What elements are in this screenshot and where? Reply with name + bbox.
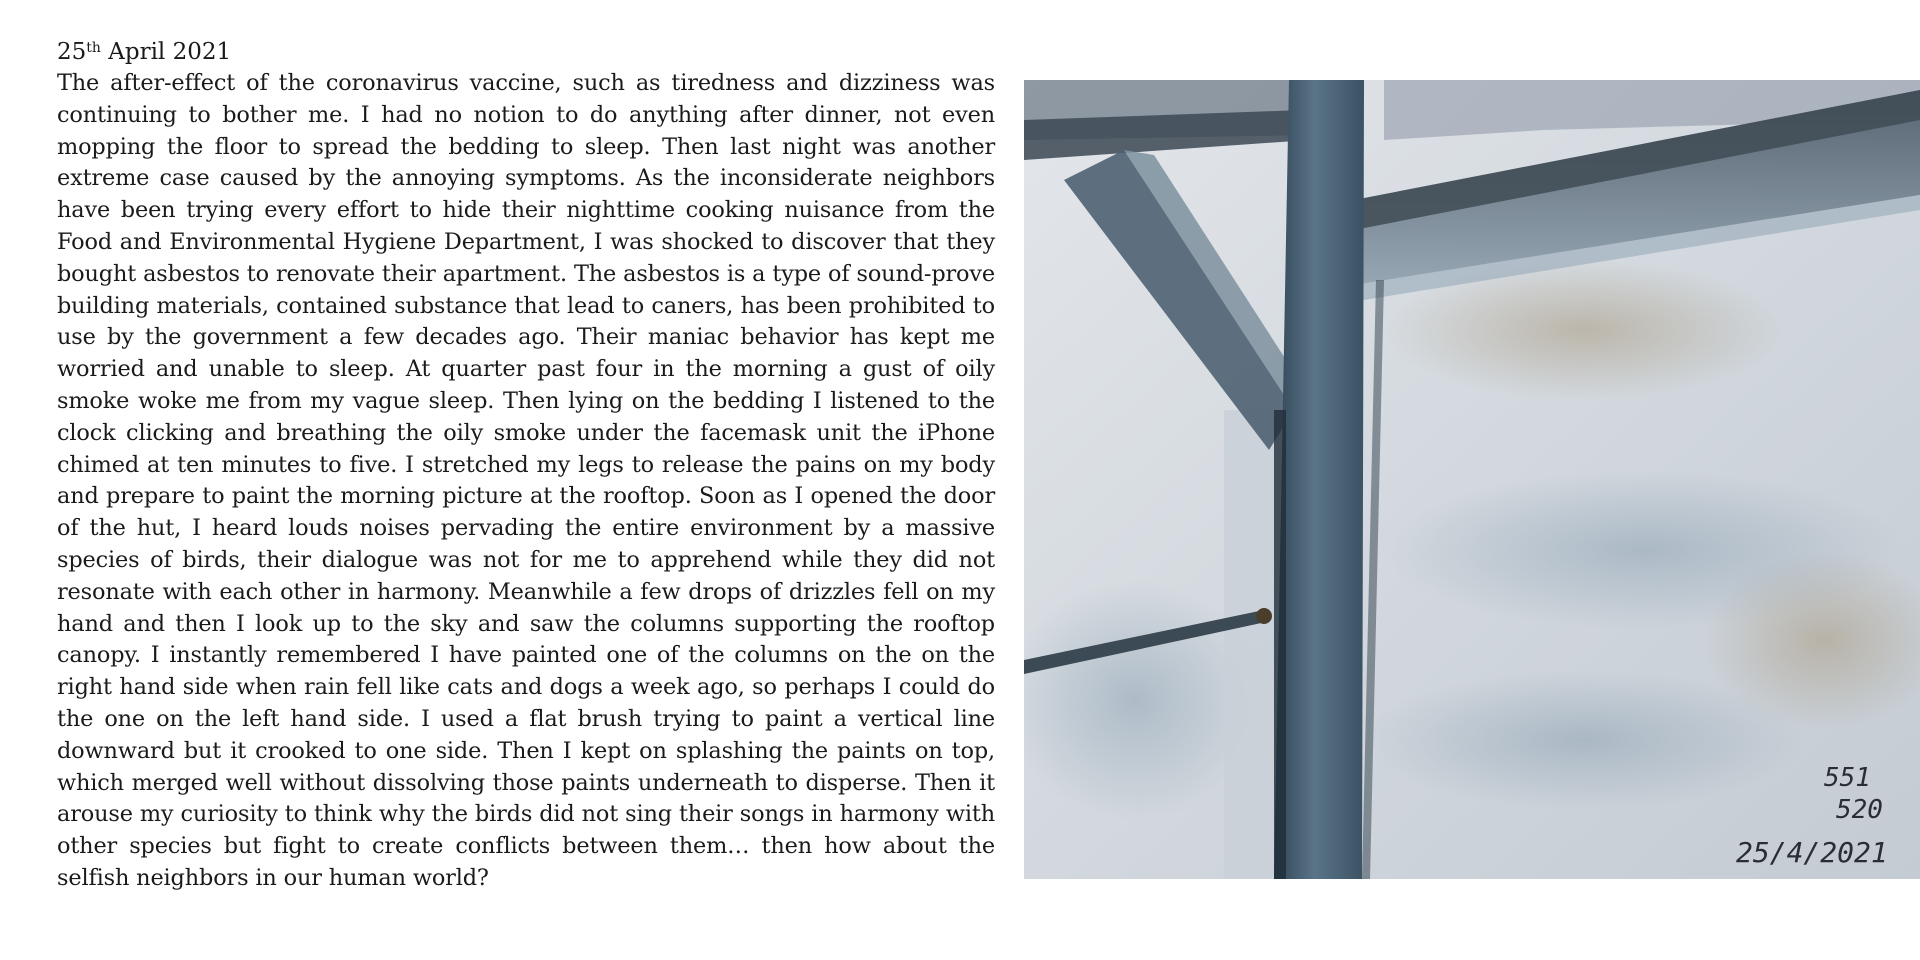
entry-date <box>57 36 995 68</box>
signature-line-1: 551 <box>1824 763 1871 793</box>
blue-blot <box>1364 670 1804 810</box>
date-day: 25 <box>57 39 87 65</box>
blue-blot <box>1384 470 1904 630</box>
signature-date: 25/4/2021 <box>1736 836 1888 869</box>
date-month-year: April 2021 <box>100 39 232 65</box>
column-shadow <box>1274 410 1286 879</box>
entry-body: The after-effect of the coronavirus vaccine, such as tiredness and dizziness was continuing to bother me. I had no notion to do anything after dinner, not even mopping the floor to spread the bedding to sleep. Then last night was another extreme case caused by the annoying symptoms. As the inconsiderate neighbors have been trying every effort to hide their nighttime cooking nuisance from the Food and Environmental Hygiene Department, I was shocked to discover that they bought asbestos to renovate their apartment. The asbestos is a type of sound-prove building materials, contained substance that lead to caners, has been prohibited to use by the government a few decades ago. Their maniac behavior has kept me worried and unable to sleep. At quarter past four in the morning a gust of oily smoke woke me from my vague sleep. Then lying on the bedding I listened to the clock clicking and breathing the oily smoke under the facemask unit the iPhone chimed at ten minutes to five. I stretched my legs to release the pains on my body and prepare to paint the morning picture at the rooftop. Soon as I opened the door of the hut, I heard louds noises pervading the entire environment by a massive species of birds, their dialogue was not for me to apprehend while they did not resonate with each other in harmony. Meanwhile a few drops of drizzles fell on my hand and then I look up to the sky and saw the columns supporting the rooftop canopy. I instantly remembered I have painted one of the columns on the on the right hand side when rain fell like cats and dogs a week ago, so perhaps I could do the one on the left hand side. I used a flat brush trying to paint a vertical line downward but it crooked to one side. Then I kept on splashing the paints on top, which merged well without dissolving those paints underneath to disperse. Then it arouse my curiosity to think why the birds did not sing their songs in harmony with other species but fight to create conflicts between them… then how about the selfish neighbors in our human world? <box>57 70 995 891</box>
date-suffix: th <box>86 40 101 56</box>
watercolor-painting <box>1024 80 1920 879</box>
signature-line-2: 520 <box>1836 795 1883 825</box>
main-column <box>1274 80 1364 879</box>
painting-canvas <box>1024 80 1920 879</box>
rod-bolt <box>1256 608 1272 624</box>
journal-text-column <box>57 36 995 895</box>
